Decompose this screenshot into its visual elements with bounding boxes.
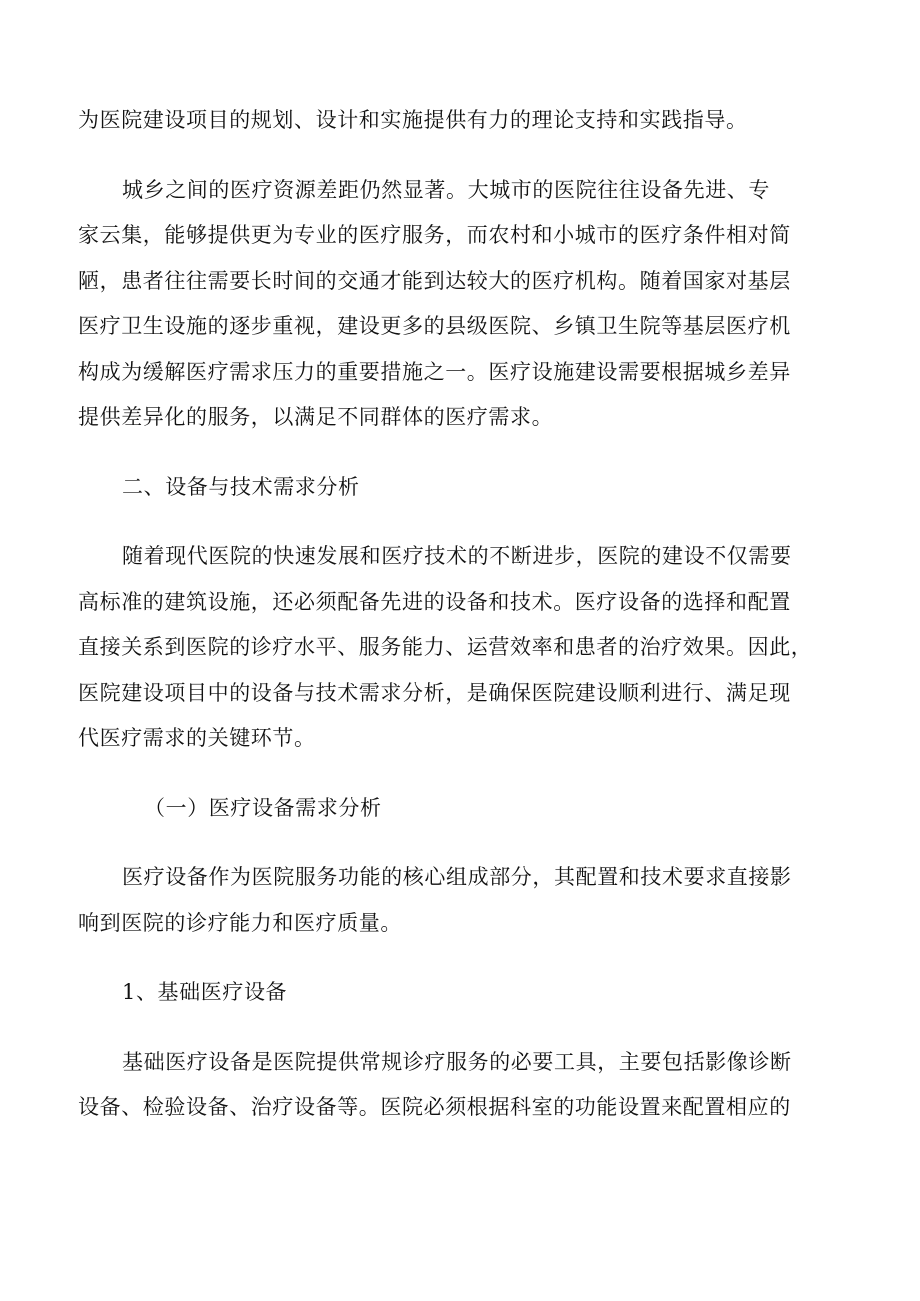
paragraph-basic-equipment <box>78 1040 840 1131</box>
paragraph-continuation <box>78 98 840 144</box>
text-line: 构成为缓解医疗需求压力的重要措施之一。医疗设施建设需要根据城乡差异 <box>78 359 791 384</box>
text-line: 城乡之间的医疗资源差距仍然显著。大城市的医院往往设备先进、专 <box>122 177 770 202</box>
text-line: 基础医疗设备是医院提供常规诊疗服务的必要工具，主要包括影像诊断 <box>122 1049 792 1074</box>
text-line: 医疗设备作为医院服务功能的核心组成部分，其配置和技术要求直接影 <box>122 865 792 889</box>
item-heading: 1、基础医疗设备 <box>122 980 288 1004</box>
text-line: 陋，患者往往需要长时间的交通才能到达较大的医疗机构。随着国家对基层 <box>78 268 791 293</box>
text-line: 直接关系到医院的诊疗水平、服务能力、运营效率和患者的治疗效果。因此， <box>78 635 813 659</box>
text-line: 响到医院的诊疗能力和医疗质量。 <box>78 910 402 935</box>
paragraph-equipment-tech <box>78 534 840 762</box>
section-heading: 二、设备与技术需求分析 <box>122 474 360 499</box>
text-line: 医院建设项目中的设备与技术需求分析，是确保医院建设顺利进行、满足现 <box>78 680 791 705</box>
text-line: 随着现代医院的快速发展和医疗技术的不断进步，医院的建设不仅需要 <box>122 544 792 568</box>
paragraph-medical-equipment <box>78 855 840 946</box>
text-line: 代医疗需求的关键环节。 <box>78 726 316 750</box>
text-line: 高标准的建筑设施，还必须配备先进的设备和技术。医疗设备的选择和配置 <box>78 589 791 614</box>
text-line: 医疗卫生设施的逐步重视，建设更多的县级医院、乡镇卫生院等基层医疗机 <box>78 314 791 338</box>
text-line: 提供差异化的服务，以满足不同群体的医疗需求。 <box>78 405 554 429</box>
text-line: 设备、检验设备、治疗设备等。医院必须根据科室的功能设置来配置相应的 <box>78 1095 791 1119</box>
subsection-heading: （一）医疗设备需求分析 <box>144 795 382 820</box>
paragraph-urban-rural-gap <box>78 168 840 441</box>
text-line: 为医院建设项目的规划、设计和实施提供有力的理论支持和实践指导。 <box>78 108 748 132</box>
text-line: 家云集，能够提供更为专业的医疗服务，而农村和小城市的医疗条件相对简 <box>78 223 791 247</box>
